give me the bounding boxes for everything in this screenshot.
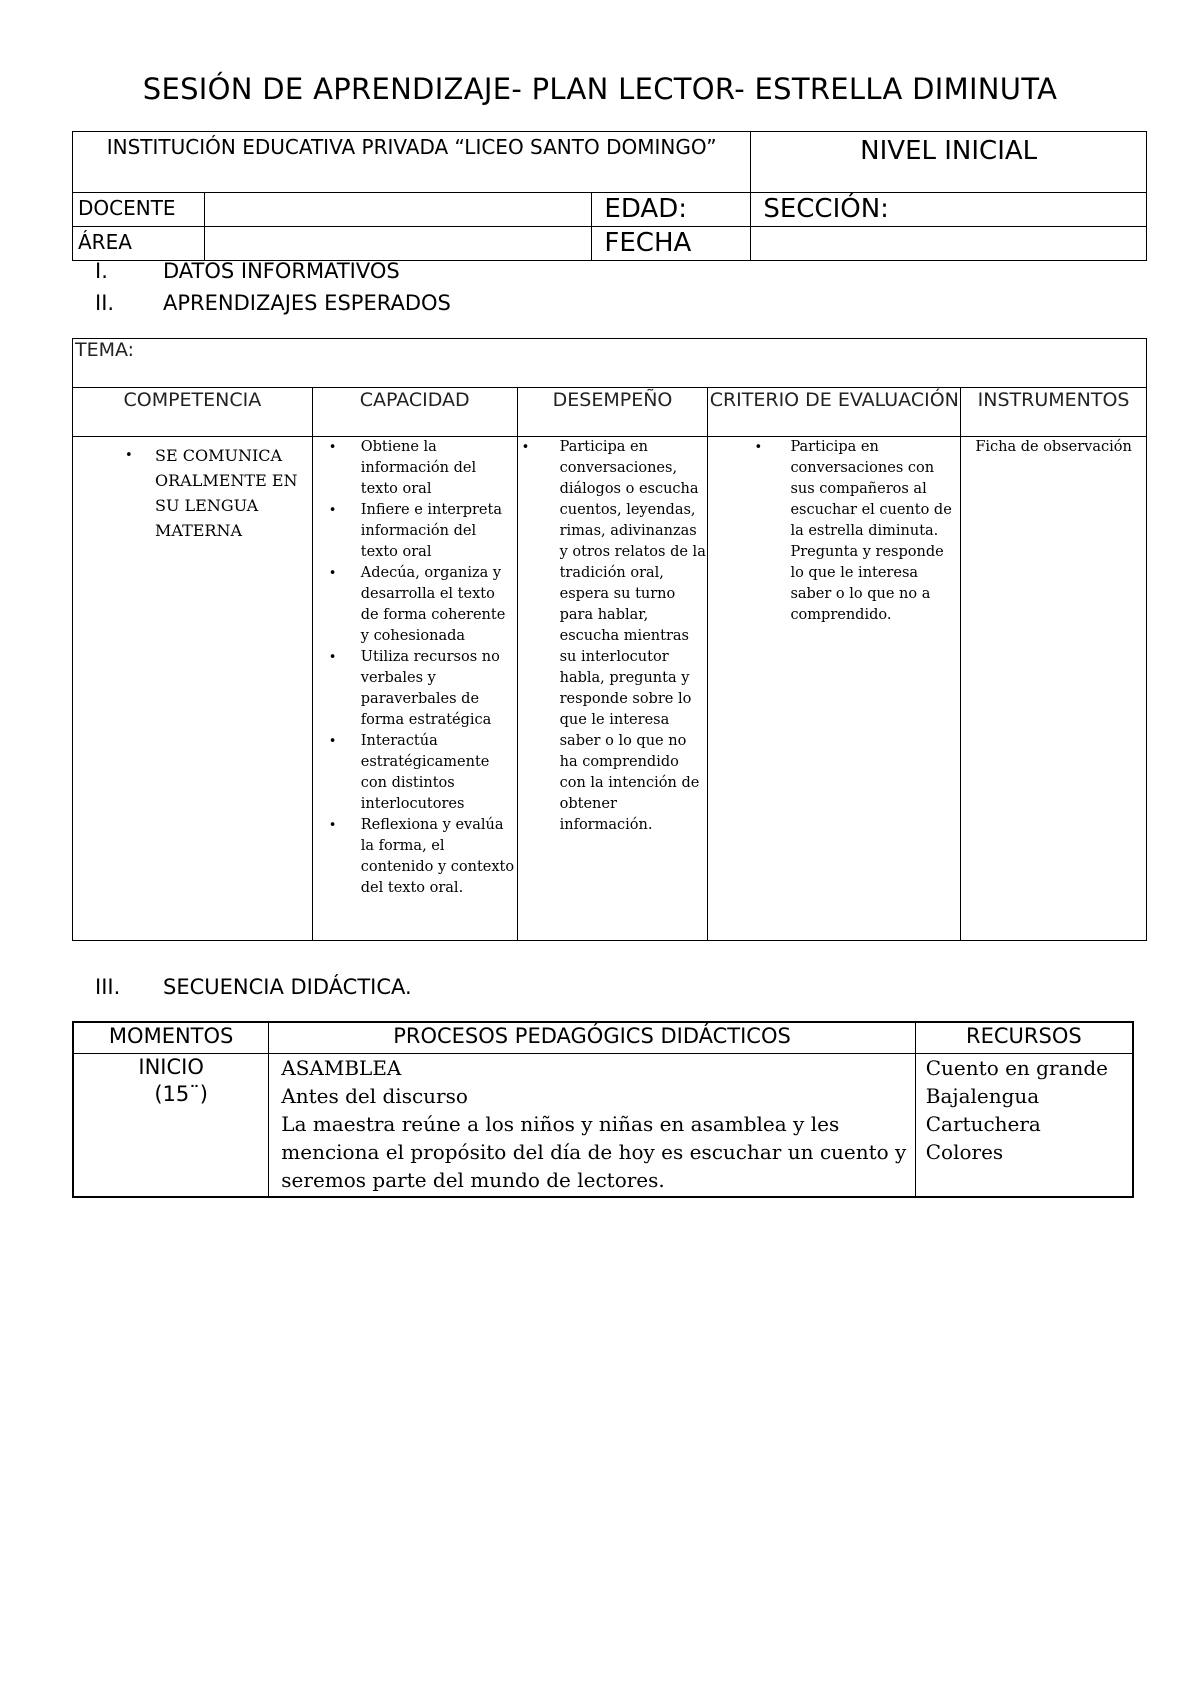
tema-cell: TEMA:	[73, 339, 1147, 388]
header-procesos: PROCESOS PEDAGÓGICS DIDÁCTICOS	[269, 1022, 915, 1054]
header-criterio: CRITERIO DE EVALUACIÓN	[708, 388, 961, 437]
criterio-cell	[708, 437, 961, 941]
section-number: III.	[95, 975, 121, 999]
list-item: • Infiere e interpreta información del texto oral	[361, 500, 517, 563]
list-item: • Participa en conversaciones con sus compañeros al escuchar el cuento de la estrella diminuta. Pregunta y responde lo que le interesa saber o lo que no a comprendido.	[790, 437, 960, 626]
recurso-item: Colores	[925, 1140, 1004, 1164]
recursos-cell	[915, 1054, 1133, 1198]
recurso-item: Bajalengua	[925, 1084, 1040, 1108]
desempeno-cell	[517, 437, 708, 941]
edad-label: EDAD:	[592, 193, 751, 227]
momento-label: INICIO	[138, 1055, 204, 1079]
list-item: • Utiliza recursos no verbales y paraverbales de forma estratégica	[361, 647, 517, 731]
page-title: SESIÓN DE APRENDIZAJE- PLAN LECTOR- ESTRELLA DIMINUTA	[142, 72, 1058, 106]
list-item: • Reflexiona y evalúa la forma, el contenido y contexto del texto oral.	[361, 815, 517, 899]
section-number: II.	[95, 291, 115, 315]
area-label: ÁREA	[73, 227, 205, 261]
instrumentos-cell	[961, 437, 1147, 941]
section-number: I.	[95, 259, 108, 283]
list-item: • Participa en conversaciones, diálogos o escucha cuentos, leyendas, rimas, adivinanzas y otros relatos de la tradición oral, espera su turno para hablar, escucha mientras su interlocutor habla, pregunta y responde sobre lo que le interesa saber o lo que no ha comprendido con la intención de obtener información.	[560, 437, 708, 836]
header-instrumentos: INSTRUMENTOS	[961, 388, 1147, 437]
fecha-value[interactable]	[751, 227, 1147, 261]
header-capacidad: CAPACIDAD	[312, 388, 517, 437]
header-desempeno: DESEMPEÑO	[517, 388, 708, 437]
secuencia-table	[72, 1021, 1134, 1198]
header-competencia: COMPETENCIA	[73, 388, 313, 437]
section-datos-informativos	[95, 259, 400, 283]
header-recursos: RECURSOS	[915, 1022, 1133, 1054]
seccion-label: SECCIÓN:	[751, 193, 1147, 227]
institucion-cell: INSTITUCIÓN EDUCATIVA PRIVADA “LICEO SANTO DOMINGO”	[73, 132, 751, 193]
proceso-line: La maestra reúne a los niños y niñas en asamblea y les menciona el propósito del día de hoy es escuchar un cuento y seremos parte del mundo de lectores.	[281, 1112, 907, 1192]
list-item: • Adecúa, organiza y desarrolla el texto de forma coherente y cohesionada	[361, 563, 517, 647]
capacidad-cell	[312, 437, 517, 941]
proceso-line: Antes del discurso	[281, 1084, 468, 1108]
procesos-cell	[269, 1054, 915, 1198]
momento-duracion: (15¨)	[154, 1082, 208, 1106]
list-item: • Interactúa estratégicamente con distintos interlocutores	[361, 731, 517, 815]
header-table	[72, 131, 1147, 261]
proceso-line: ASAMBLEA	[281, 1056, 402, 1080]
instrumento-text: Ficha de observación	[975, 439, 1132, 455]
section-aprendizajes	[95, 291, 451, 315]
list-item: • Obtiene la información del texto oral	[361, 437, 517, 500]
header-momentos: MOMENTOS	[73, 1022, 269, 1054]
list-item: • SE COMUNICA ORALMENTE EN SU LENGUA MATERNA	[155, 443, 312, 543]
recurso-item: Cartuchera	[925, 1112, 1041, 1136]
fecha-label: FECHA	[592, 227, 751, 261]
section-secuencia	[95, 975, 412, 999]
docente-label: DOCENTE	[73, 193, 205, 227]
competencia-cell	[73, 437, 313, 941]
aprendizajes-table	[72, 338, 1147, 941]
docente-value[interactable]	[204, 193, 591, 227]
momento-cell	[73, 1054, 269, 1198]
nivel-cell: NIVEL INICIAL	[751, 132, 1147, 193]
section-title: DATOS INFORMATIVOS	[163, 259, 400, 283]
area-value[interactable]	[204, 227, 591, 261]
recurso-item: Cuento en grande	[925, 1056, 1108, 1080]
section-title: APRENDIZAJES ESPERADOS	[163, 291, 451, 315]
section-title: SECUENCIA DIDÁCTICA.	[163, 975, 412, 999]
